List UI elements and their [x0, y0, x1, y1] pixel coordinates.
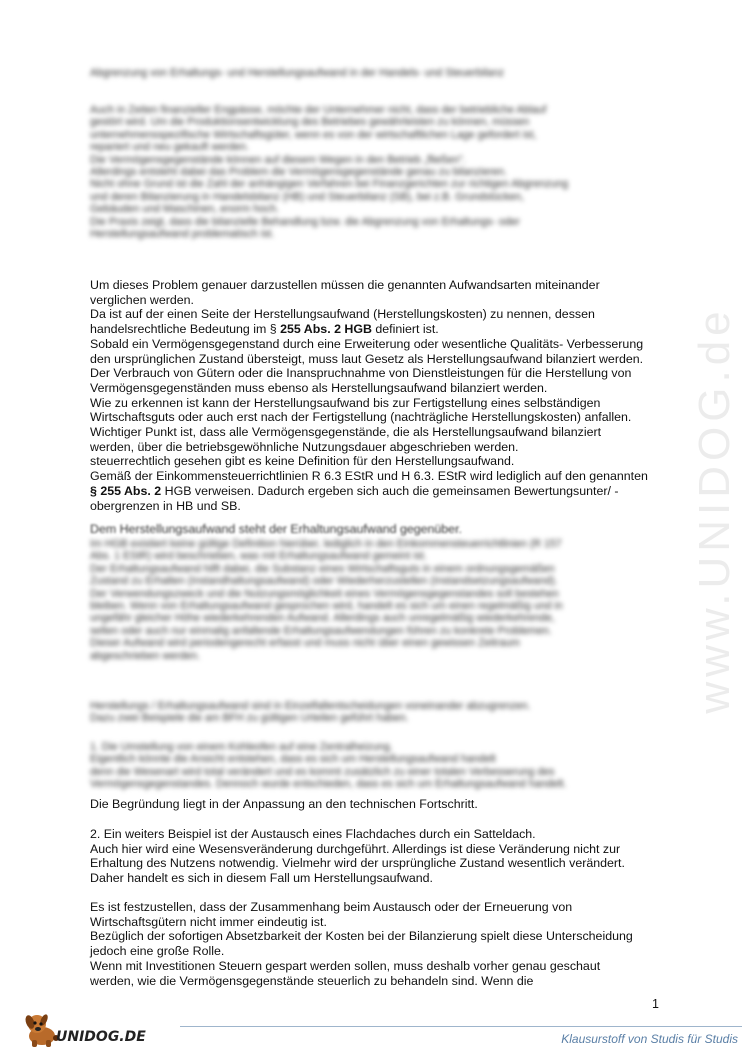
text-line: Wichtiger Punkt ist, dass alle Vermögensgegenstände, die als Herstellungsaufwand bilanziert [90, 425, 602, 440]
document-heading: Abgrenzung von Erhaltungs- und Herstellungsaufwand in der Handels- und Steuerbilanz [90, 67, 505, 79]
text-line: Erhaltung des Nutzens notwendig. Vielmehr wird der ursprüngliche Zustand wesentlich verändert. [90, 856, 625, 871]
text-line: 1. Die Umstellung von einem Kohleofen auf eine Zentralheizung. [90, 741, 393, 753]
text-line: Sobald ein Vermögensgegenstand durch eine Erweiterung oder wesentliche Qualitäts- Verbesserung [90, 336, 644, 351]
text-line: Im HGB existiert keine gültige Definition hierüber, lediglich in den Einkommensteuerrichtlinien (R 157 [90, 538, 562, 550]
example-2-paragraph [90, 827, 670, 886]
blurred-example-1 [90, 741, 670, 791]
text-line: Auch in Zeiten finanzieller Engpässe, möchte der Unternehmer nicht, dass der betriebliche Ablauf [90, 104, 547, 116]
text-line: Bezüglich der sofortigen Absetzbarkeit der Kosten bei der Bilanzierung spielt diese Unterscheidung [90, 929, 633, 944]
text-line: Vermögensgegenständen muss ebenso als Herstellungsaufwand bilanziert werden. [90, 380, 548, 395]
blurred-middle-paragraph-2 [90, 700, 670, 725]
text-line: steuerrechtlich gesehen gibt es keine Definition für den Herstellungsaufwand. [90, 454, 515, 469]
text-line: ungefähr gleicher Höhe wiederkehrenden Aufwand. Allerdings auch unregelmäßig wiederkehrende, [90, 612, 555, 625]
main-paragraph [90, 278, 670, 513]
hgb-reference-line: § 255 Abs. 2 HGB verweisen. Dadurch ergeben sich auch die gemeinsamen Bewertungsunter/ - [90, 483, 619, 498]
hgb-reference: 255 Abs. 2 HGB [280, 322, 372, 337]
text-line: Gemäß der Einkommensteuerrichtlinien R 6.3 EStR und H 6.3. EStR wird lediglich auf den genannten [90, 469, 648, 484]
text-line: werden, wie die Vermögensgegenstände steuerlich zu behandeln sind. Wenn die [90, 973, 534, 988]
blurred-intro-paragraph [90, 104, 670, 240]
blurred-middle-paragraph [90, 538, 670, 662]
text-line: Daher handelt es sich in diesem Fall um Herstellungsaufwand. [90, 871, 433, 886]
text-line: Gebäuden und Maschinen, enorm hoch. [90, 203, 280, 216]
text-line: Allerdings entsteht dabei das Problem die Vermögensgegenstände genau zu bilanzieren. [90, 166, 507, 179]
hgb-reference-line: handelsrechtliche Bedeutung im § 255 Abs. 2 HGB definiert ist. [90, 322, 439, 337]
text-line: denn die Wesenart wird total verändert und es kommt zusätzlich zu einer totalen Verbesserung des [90, 765, 555, 778]
footer-divider [180, 1026, 742, 1027]
text-line: Abs. 1 EStR) wird beschrieben, was mit Erhaltungsaufwand gemeint ist. [90, 550, 427, 563]
text-line: selten oder auch nur einmalig anfallende Erhaltungsaufwendungen führen zu konkrete Problemen. [90, 624, 552, 637]
text-line: Vermögensgegenstandes. Dennoch wurde entschieden, dass es sich um Erhaltungsaufwand handelt. [90, 778, 567, 791]
text-line: Wirtschaftsgütern nicht immer eindeutig ist. [90, 914, 327, 929]
text-line: Es ist festzustellen, dass der Zusammenhang beim Austausch oder der Erneuerung von [90, 900, 573, 914]
text-line: jedoch eine große Rolle. [90, 944, 225, 959]
text-line: gestört wird. Um die Produktionsentwicklung des Betriebes gewährleisten zu können, müssen [90, 116, 530, 129]
page-number: 1 [652, 997, 659, 1011]
text-line: abgeschrieben werden. [90, 649, 201, 662]
text-line: Dieser Aufwand wird periodengerecht erfasst und muss nicht über einen gewissen Zeitraum [90, 637, 520, 650]
text-line: werden, über die betriebsgewöhnliche Nutzungsdauer abgeschrieben werden. [90, 439, 519, 454]
text-line: Nicht ohne Grund ist die Zahl der anhängigen Verfahren bei Finanzgerichten zur richtigen Abgrenzung [90, 178, 569, 191]
text-line: unternehmensspezifische Wirtschaftsgüter, wenn es von der wirtschaftlichen Lage gefordert ist, [90, 128, 537, 141]
text-line: und deren Bilanzierung in Handelsbilanz (HB) und Steuerbilanz (SB), bei z.B. Grundstücken, [90, 190, 524, 203]
text-line: Auch hier wird eine Wesensveränderung durchgeführt. Allerdings ist diese Veränderung nicht zur [90, 841, 621, 856]
text-line: Herstellungs / Erhaltungsaufwand sind in Einzelfallentscheidungen voneinander abzugrenzen. [90, 700, 531, 712]
text-line: Wirtschaftsguts oder auch erst nach der Fertigstellung (nachträgliche Herstellungskosten) anfallen. [90, 410, 632, 425]
text-line: verglichen werden. [90, 292, 195, 307]
text-line: Die Vermögensgegenstände können auf diesem Wegen in den Betrieb „fließen". [90, 153, 466, 166]
hgb-reference: § 255 Abs. 2 [90, 483, 162, 498]
text-line: Eigentlich könnte die Ansicht entstehen, dass es sich um Herstellungsaufwand handelt [90, 753, 496, 766]
text-line: Der Verbrauch von Gütern oder die Inanspruchnahme von Dienstleistungen für die Herstellung von [90, 366, 632, 381]
text-line: Dem Herstellungsaufwand steht der Erhaltungsaufwand gegenüber. [90, 522, 462, 536]
text-line: Da ist auf der einen Seite der Herstellungsaufwand (Herstellungskosten) zu nennen, dessen [90, 307, 595, 322]
partial-blur-line [90, 522, 670, 537]
text-line: Zustand zu Erhalten (Instandhaltungsaufwand) oder Wiederherzustellen (Instandsetzungsaufwand). [90, 575, 558, 588]
text-line: Die Begründung liegt in der Anpassung an den technischen Fortschritt. [90, 797, 478, 811]
text-line: den ursprünglichen Zustand übersteigt, muss laut Gesetz als Herstellungsaufwand bilanziert werden. [90, 351, 644, 366]
footer-tagline: Klausurstoff von Studis für Studis [561, 1032, 738, 1046]
text-line: 2. Ein weiters Beispiel ist der Austausch eines Flachdaches durch ein Satteldach. [90, 827, 536, 841]
text-line: bleiben. Wenn von Erhaltungsaufwand gesprochen wird, handelt es sich um einen regelmäßig und in [90, 600, 563, 613]
text-line: repariert und neu gekauft werden. [90, 141, 250, 154]
text-line: Der Erhaltungsaufwand hilft dabei, die Substanz eines Wirtschaftsguts in einem ordnungsgemäßen [90, 562, 555, 575]
text-line: Der Verwendungszweck und die Nutzungsmöglichkeit eines Vermögensgegenstandes soll bestehen [90, 587, 559, 600]
text-line: Die Praxis zeigt, dass die bilanzielle Behandlung bzw. die Abgrenzung von Erhaltungs- oder [90, 215, 520, 228]
text-line: obergrenzen in HB und SB. [90, 498, 241, 513]
logo-text: UNIDOG.DE [56, 1029, 146, 1045]
text-line: Wie zu erkennen ist kann der Herstellungsaufwand bis zur Fertigstellung eines selbständigen [90, 395, 601, 410]
text-line: Herstellungsaufwand problematisch ist. [90, 228, 275, 241]
conclusion-paragraph [90, 900, 670, 988]
example-1-tail [90, 797, 670, 812]
text-line: Um dieses Problem genauer darzustellen müssen die genannten Aufwandsarten miteinander [90, 278, 600, 292]
text-line: Wenn mit Investitionen Steuern gespart werden sollen, muss deshalb vorher genau geschaut [90, 958, 601, 973]
text-line: Dazu zwei Beispiele die am BFH zu gültigen Urteilen geführt haben. [90, 712, 409, 725]
watermark: www.UNIDOG.de [690, 306, 739, 714]
